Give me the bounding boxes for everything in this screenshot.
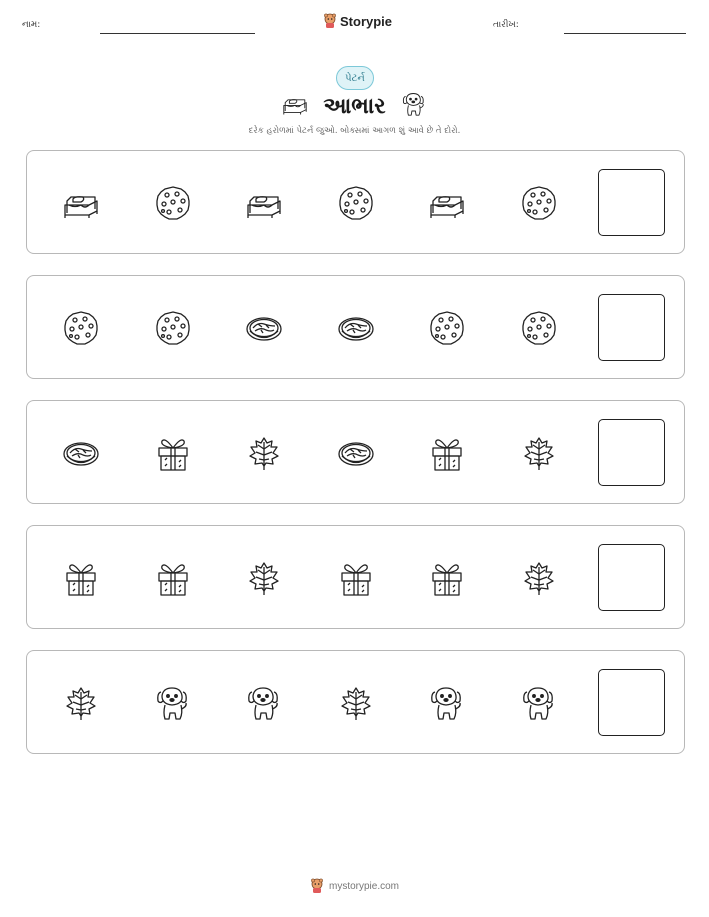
answer-box[interactable] <box>598 169 665 236</box>
pattern-row-4 <box>26 525 685 629</box>
footer-url: mystorypie.com <box>328 880 399 892</box>
cookie-icon <box>336 183 376 223</box>
answer-box[interactable] <box>598 669 665 736</box>
brand-logo <box>323 13 392 29</box>
puppy-icon <box>400 90 428 122</box>
gift-icon <box>427 433 467 473</box>
pattern-row-5 <box>26 650 685 754</box>
cookie-icon <box>153 183 193 223</box>
gift-icon <box>336 558 376 598</box>
cookie-icon <box>153 308 193 348</box>
answer-box[interactable] <box>598 294 665 361</box>
leaf-icon <box>244 433 284 473</box>
gift-icon <box>153 433 193 473</box>
date-line[interactable] <box>564 33 686 34</box>
gift-icon <box>61 558 101 598</box>
leaf-icon <box>244 558 284 598</box>
bed-icon <box>61 183 101 223</box>
puppy-icon <box>519 683 559 723</box>
leaf-icon <box>519 558 559 598</box>
pie-icon <box>244 308 284 348</box>
leaf-icon <box>336 683 376 723</box>
storypie-mascot-icon <box>310 878 324 894</box>
footer <box>0 878 709 894</box>
instruction-text: દરેક હરોળમાં પેટર્ન જુઓ. બોક્સમાં આગળ શું આવે છે તે દોરો. <box>248 126 461 136</box>
name-line[interactable] <box>100 33 255 34</box>
bed-icon <box>281 90 309 122</box>
puppy-icon <box>427 683 467 723</box>
answer-box[interactable] <box>598 544 665 611</box>
pattern-row-2 <box>26 275 685 379</box>
bed-icon <box>244 183 284 223</box>
leaf-icon <box>519 433 559 473</box>
pie-icon <box>61 433 101 473</box>
pie-icon <box>336 433 376 473</box>
storypie-mascot-icon <box>323 13 337 29</box>
pattern-row-1 <box>26 150 685 254</box>
pattern-badge: પેટર્ન <box>336 66 374 90</box>
gift-icon <box>153 558 193 598</box>
cookie-icon <box>61 308 101 348</box>
cookie-icon <box>519 183 559 223</box>
name-label: નામ: <box>22 20 41 30</box>
cookie-icon <box>519 308 559 348</box>
brand-name: Storypie <box>340 13 393 29</box>
bed-icon <box>427 183 467 223</box>
cookie-icon <box>427 308 467 348</box>
page-title: આભાર <box>323 93 386 119</box>
answer-box[interactable] <box>598 419 665 486</box>
date-label: તારીખ: <box>493 20 519 30</box>
pattern-row-3 <box>26 400 685 504</box>
puppy-icon <box>153 683 193 723</box>
puppy-icon <box>244 683 284 723</box>
leaf-icon <box>61 683 101 723</box>
gift-icon <box>427 558 467 598</box>
title-row <box>0 90 709 122</box>
pie-icon <box>336 308 376 348</box>
